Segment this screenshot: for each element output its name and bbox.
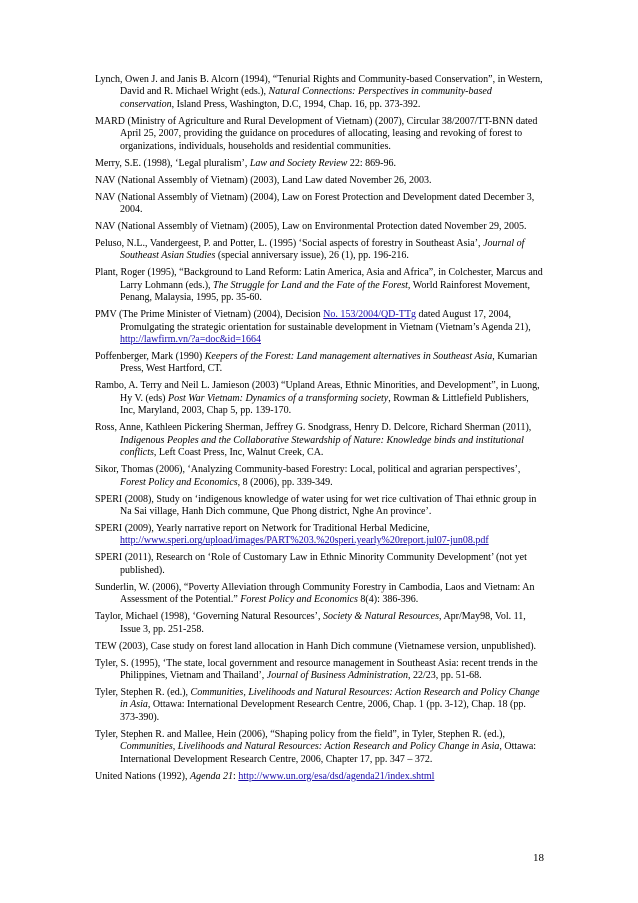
- reference-entry: [95, 494, 545, 519]
- reference-text: SPERI (2011), Research on ‘Role of Customary Law in Ethnic Minority Community Development’ (not yet published).: [95, 552, 527, 576]
- reference-entry: [95, 158, 545, 170]
- reference-link[interactable]: http://www.un.org/esa/dsd/agenda21/index.shtml: [238, 770, 435, 782]
- reference-text: Taylor, Michael (1998), ‘Governing Natural Resources’,: [95, 611, 323, 623]
- reference-text: SPERI (2008), Study on ‘indigenous knowledge of water using for wet rice cultivation of Thai ethnic group in Na Sai village, Hanh Dich commune, Que Phong district, Nghe An province’.: [95, 493, 537, 517]
- reference-entry: [95, 238, 545, 263]
- reference-text: Ross, Anne, Kathleen Pickering Sherman, Jeffrey G. Snodgrass, Henry D. Delcore, Richard Sherman (2011),: [95, 422, 532, 434]
- reference-text: , Ottawa: International Development Research Centre, 2006, Chapter 17, pp. 347 – 372.: [120, 741, 537, 765]
- reference-text: World Rainforest Movement, Penang, Malaysia, 1995, pp. 35-60.: [120, 279, 530, 304]
- reference-text: NAV (National Assembly of Vietnam) (2005), Law on Environmental Protection dated November 29, 2005.: [95, 221, 527, 233]
- reference-entry: [95, 221, 545, 233]
- reference-entry: [95, 267, 545, 304]
- reference-text: Rambo, A. Terry and Neil L. Jamieson (2003) “Upland Areas, Ethnic Minorities, and Development”, in Luong, Hy V. (eds): [95, 380, 540, 404]
- reference-entry: [95, 380, 545, 417]
- reference-text: SPERI (2009), Yearly narrative report on Network for Traditional Herbal Medicine,: [95, 522, 430, 534]
- reference-text: United Nations (1992),: [95, 770, 190, 782]
- reference-text: , Ottawa: International Development Research Centre, 2006, Chap. 1 (pp. 3-12), Chap. 18 (pp. 373-390).: [120, 699, 526, 723]
- reference-entry: [95, 611, 545, 636]
- reference-entry: [95, 523, 545, 548]
- reference-link[interactable]: No. 153/2004/QD-TTg: [323, 309, 416, 321]
- reference-text: 22: 869-96.: [347, 157, 396, 169]
- reference-title: Law and Society Review: [249, 157, 348, 169]
- reference-title: Communities, Livelihoods and Natural Resources: Action Research and Policy Change in Asia: [120, 741, 500, 753]
- reference-text: Plant, Roger (1995), “Background to Land Reform: Latin America, Asia and Africa”, in Colchester, Marcus and Larry Lohmann (eds.),: [95, 267, 543, 291]
- reference-entry: [95, 641, 545, 653]
- reference-text: Tyler, Stephen R. and Mallee, Hein (2006), “Shaping policy from the field”, in Tyler, Stephen R. (ed.),: [95, 728, 506, 740]
- reference-list: [95, 74, 545, 788]
- reference-text: , Left Coast Press, Inc, Walnut Creek, CA.: [153, 447, 324, 459]
- reference-title: Forest Policy and Economics: [240, 594, 358, 606]
- reference-title: Society & Natural Resources: [323, 611, 439, 623]
- reference-text: , 8 (2006), pp. 339-349.: [237, 476, 333, 488]
- page-number: 18: [533, 852, 544, 864]
- reference-text: , 22/23, pp. 51-68.: [408, 669, 482, 681]
- reference-text: MARD (Ministry of Agriculture and Rural Development of Vietnam) (2007), Circular 38/2007/TT-BNN dated April 25, 2007, providing the guidance on procedures of allocating, leasing and revoking of forest to organizations, individuals, households and residential communities.: [95, 115, 538, 152]
- reference-text: TEW (2003), Case study on forest land allocation in Hanh Dich commune (Vietnamese version, unpublished).: [95, 640, 537, 652]
- reference-entry: [95, 309, 545, 346]
- reference-title: Indigenous Peoples and the Collaborative Stewardship of Nature: Knowledge binds and institutional conflicts: [120, 434, 524, 459]
- reference-title: Keepers of the Forest: Land management alternatives in Southeast Asia: [204, 351, 493, 363]
- reference-entry: [95, 116, 545, 153]
- reference-entry: [95, 175, 545, 187]
- reference-title: The Struggle for Land and the Fate of the Forest,: [213, 279, 411, 291]
- reference-text: :: [233, 770, 239, 782]
- reference-text: , Island Press, Washington, D.C, 1994, Chap. 16, pp. 373-392.: [171, 98, 421, 110]
- reference-entry: [95, 552, 545, 577]
- reference-text: dated August 17, 2004, Promulgating the strategic orientation for sustainable development in Vietnam (Vietnam’s Agenda 21),: [120, 309, 531, 333]
- reference-entry: [95, 464, 545, 489]
- reference-title: Journal of Southeast Asian Studies: [120, 238, 525, 262]
- reference-text: Peluso, N.L., Vandergeest, P. and Potter, L. (1995) ‘Social aspects of forestry in Southeast Asia’,: [95, 238, 484, 250]
- reference-entry: [95, 422, 545, 459]
- reference-entry: [95, 351, 545, 376]
- reference-entry: [95, 687, 545, 724]
- reference-title: Communities, Livelihoods and Natural Resources: Action Research and Policy Change in Asia: [120, 686, 540, 711]
- reference-entry: [95, 771, 545, 783]
- reference-text: Poffenberger, Mark (1990): [95, 351, 205, 363]
- reference-text: , Kumarian Press, West Hartford, CT.: [120, 351, 538, 375]
- reference-entry: [95, 582, 545, 607]
- reference-text: PMV (The Prime Minister of Vietnam) (2004), Decision: [95, 309, 324, 321]
- reference-text: Sunderlin, W. (2006), “Poverty Alleviation through Community Forestry in Cambodia, Laos and Vietnam: An Assessment of the Potential.”: [95, 581, 535, 606]
- reference-text: , Rowman & Littlefield Publishers, Inc, Maryland, 2003, Chap 5, pp. 139-170.: [120, 392, 529, 417]
- reference-link[interactable]: http://lawfirm.vn/?a=doc&id=1664: [120, 334, 261, 346]
- reference-title: Post War Vietnam: Dynamics of a transforming society: [167, 392, 389, 404]
- reference-text: Merry, S.E. (1998), ‘Legal pluralism’,: [95, 157, 250, 169]
- reference-text: (special anniversary issue), 26 (1), pp. 196-216.: [215, 250, 409, 262]
- reference-text: Lynch, Owen J. and Janis B. Alcorn (1994), “Tenurial Rights and Community-based Conservation”, in Western, David and R. Michael Wright (eds.),: [95, 74, 543, 98]
- reference-entry: [95, 729, 545, 766]
- reference-title: Natural Connections: Perspectives in community-based conservation: [120, 86, 492, 110]
- reference-title: Forest Policy and Economics: [120, 476, 238, 488]
- reference-title: Journal of Business Administration: [266, 669, 409, 681]
- reference-text: 8(4): 386-396.: [357, 594, 419, 606]
- reference-title: Agenda 21: [190, 770, 234, 782]
- reference-entry: [95, 192, 545, 217]
- reference-text: , Apr/May98, Vol. 11, Issue 3, pp. 251-258.: [120, 611, 526, 635]
- reference-entry: [95, 658, 545, 683]
- reference-text: Tyler, Stephen R. (ed.),: [95, 686, 191, 698]
- reference-text: NAV (National Assembly of Vietnam) (2004), Law on Forest Protection and Development dated December 3, 2004.: [95, 191, 535, 216]
- reference-text: Tyler, S. (1995), ‘The state, local government and resource management in Southeast Asia: recent trends in the Philippines, Vietnam and Thailand’,: [95, 657, 538, 681]
- reference-text: NAV (National Assembly of Vietnam) (2003), Land Law dated November 26, 2003.: [95, 174, 432, 186]
- reference-entry: [95, 74, 545, 111]
- reference-link[interactable]: http://www.speri.org/upload/images/PART%203.%20speri.yearly%20report.jul07-jun08.pdf: [120, 535, 489, 547]
- reference-text: Sikor, Thomas (2006), ‘Analyzing Community-based Forestry: Local, political and agrarian perspectives’,: [95, 464, 521, 476]
